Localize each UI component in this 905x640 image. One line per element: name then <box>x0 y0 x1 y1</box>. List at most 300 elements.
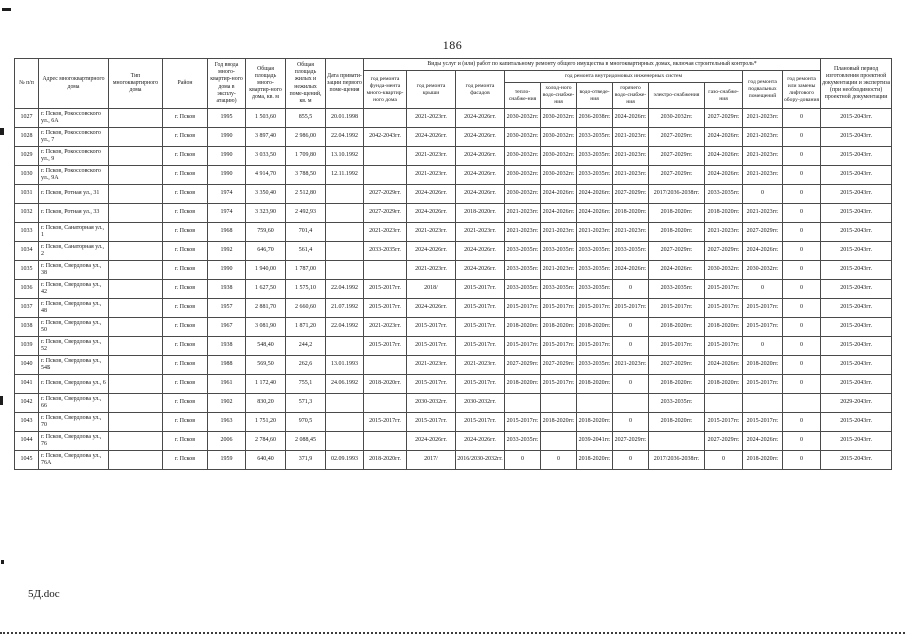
col-header-basement: год ремонта подвальных помещений <box>743 71 783 109</box>
table-cell: 2015-2017гг. <box>649 299 705 318</box>
table-cell: 2027-2029гг. <box>649 128 705 147</box>
table-cell: 2018-2020гг. <box>505 318 541 337</box>
table-cell: 2018-2020гг. <box>649 318 705 337</box>
table-cell: 3 081,90 <box>246 318 286 337</box>
table-cell: 3 323,90 <box>246 204 286 223</box>
col-header-sewerage: водо-отведе-ния <box>577 83 613 109</box>
table-cell: 2024-2026гг. <box>456 185 505 204</box>
table-cell: 2024-2026гг. <box>541 185 577 204</box>
table-cell <box>109 166 163 185</box>
table-cell: 2021-2023гг. <box>456 223 505 242</box>
table-cell: 2021-2023гг. <box>743 128 783 147</box>
table-cell: 2018-2020гг. <box>364 451 407 470</box>
table-cell: 2015-2017гг. <box>456 318 505 337</box>
table-cell: г. Псков <box>163 261 208 280</box>
table-cell: 2 881,70 <box>246 299 286 318</box>
table-cell: 0 <box>783 318 821 337</box>
table-cell: 2033-2035гг. <box>364 242 407 261</box>
table-cell: 2027-2029гг. <box>364 185 407 204</box>
table-cell: 1967 <box>208 318 246 337</box>
table-cell: 571,3 <box>286 394 326 413</box>
table-cell: 2015-2043гг. <box>821 128 892 147</box>
table-cell: 1 940,00 <box>246 261 286 280</box>
table-cell: 2030-2032гг. <box>541 147 577 166</box>
table-cell: г. Псков <box>163 223 208 242</box>
table-cell: 2015-2043гг. <box>821 299 892 318</box>
table-body <box>15 109 892 470</box>
table-cell: 2027-2029гг. <box>649 147 705 166</box>
table-cell: 2015-2043гг. <box>821 261 892 280</box>
table-cell: 0 <box>705 451 743 470</box>
table-cell: 1030 <box>15 166 39 185</box>
table-cell: 0 <box>783 166 821 185</box>
table-cell: г. Псков, Свердлова ул., 54Б <box>39 356 109 375</box>
table-cell: 2015-2017гг. <box>364 280 407 299</box>
table-cell: 2021-2023гг. <box>407 166 456 185</box>
table-cell: г. Псков <box>163 166 208 185</box>
table-row <box>15 204 892 223</box>
table-cell <box>109 356 163 375</box>
table-cell: 2033-2035гг. <box>705 185 743 204</box>
table-cell: г. Псков, Санаторная ул., 2 <box>39 242 109 261</box>
table-cell: 2021-2023гг. <box>743 166 783 185</box>
table-cell: 1027 <box>15 109 39 128</box>
table-cell: 2042-2043гг. <box>364 128 407 147</box>
table-cell: г. Псков <box>163 356 208 375</box>
table-cell: 2027-2029гг. <box>649 166 705 185</box>
table-cell: 1 172,40 <box>246 375 286 394</box>
table-cell: 2015-2017гг. <box>705 299 743 318</box>
table-cell: 2030-2032гг. <box>505 128 541 147</box>
table-cell: 2021-2023гг. <box>505 223 541 242</box>
table-cell: г. Псков, Рокоссовского ул., 9А <box>39 166 109 185</box>
table-cell: 1041 <box>15 375 39 394</box>
table-cell: 1974 <box>208 185 246 204</box>
table-cell: 0 <box>783 128 821 147</box>
col-header-year-commissioned: Год ввода много-квартир-ного дома в эксплу-атацию) <box>208 59 246 109</box>
table-cell: 1029 <box>15 147 39 166</box>
table-cell: 2030-2032гг. <box>505 109 541 128</box>
table-cell: 2015-2043гг. <box>821 185 892 204</box>
table-cell: 2018-2020гг. <box>649 204 705 223</box>
table-cell: 2036-2038гг. <box>577 109 613 128</box>
table-cell: 2015-2017гг. <box>705 280 743 299</box>
table-cell: 0 <box>783 337 821 356</box>
table-cell: 2021-2023гг. <box>407 147 456 166</box>
table-row <box>15 147 892 166</box>
table-cell: 1043 <box>15 413 39 432</box>
table-cell: 0 <box>783 299 821 318</box>
table-cell: 2 986,00 <box>286 128 326 147</box>
table-cell: 0 <box>783 147 821 166</box>
table-row <box>15 375 892 394</box>
table-cell: г. Псков <box>163 242 208 261</box>
col-header-privatization-date: Дата привати-зации первого поме-щения <box>326 59 364 109</box>
table-cell: 2021-2023гг. <box>541 261 577 280</box>
table-cell: г. Псков, Свердлова ул., 38 <box>39 261 109 280</box>
table-cell: 2033-2035гг. <box>577 280 613 299</box>
table-cell: 2021-2023гг. <box>407 261 456 280</box>
table-cell: 2024-2026гг. <box>456 166 505 185</box>
table-header <box>15 59 892 109</box>
table-cell: 2015-2017гг. <box>743 413 783 432</box>
table-cell: 2027-2029гг. <box>364 204 407 223</box>
table-cell: 1902 <box>208 394 246 413</box>
table-cell: 2018/ <box>407 280 456 299</box>
table-cell: 2018-2020гг. <box>577 318 613 337</box>
scan-artifact <box>2 8 11 11</box>
table-cell: 2030-2032гг. <box>541 166 577 185</box>
table-cell: 1 627,50 <box>246 280 286 299</box>
table-cell: 2018-2020гг. <box>577 375 613 394</box>
table-cell: 22.04.1992 <box>326 318 364 337</box>
table-cell: г. Псков <box>163 432 208 451</box>
table-cell: 1028 <box>15 128 39 147</box>
table-cell: 2021-2023гг. <box>743 204 783 223</box>
table-cell <box>326 223 364 242</box>
table-cell: 1992 <box>208 242 246 261</box>
table-cell: 2033-2035гг. <box>613 242 649 261</box>
table-cell: 1040 <box>15 356 39 375</box>
table-cell <box>109 109 163 128</box>
table-cell: г. Псков <box>163 375 208 394</box>
table-cell <box>109 432 163 451</box>
table-cell: 2021-2023гг. <box>705 223 743 242</box>
table-cell: 2024-2026гг. <box>456 432 505 451</box>
table-cell: 2018-2020гг. <box>649 375 705 394</box>
table-cell: 830,20 <box>246 394 286 413</box>
table-cell: 2027-2029гг. <box>705 242 743 261</box>
table-cell: 2027-2029гг. <box>613 432 649 451</box>
table-cell: 2030-2032гг. <box>505 185 541 204</box>
table-cell: 2018-2020гг. <box>705 318 743 337</box>
table-cell: 2018-2020гг. <box>705 375 743 394</box>
col-header-cold-water: холод-ного водо-снабже-ния <box>541 83 577 109</box>
table-cell <box>326 432 364 451</box>
table-cell: 2015-2043гг. <box>821 204 892 223</box>
table-cell: 1974 <box>208 204 246 223</box>
table-cell <box>326 337 364 356</box>
table-cell: 1032 <box>15 204 39 223</box>
table-cell: г. Псков <box>163 318 208 337</box>
table-cell: г. Псков <box>163 185 208 204</box>
table-cell: 2015-2017гг. <box>649 337 705 356</box>
table-cell: 2033-2035гг. <box>577 242 613 261</box>
table-cell: 244,2 <box>286 337 326 356</box>
table-cell: 0 <box>783 375 821 394</box>
table-cell: 2027-2029гг. <box>743 223 783 242</box>
table-cell: 1038 <box>15 318 39 337</box>
col-group-systems: год ремонта внутридомовых инженерных систем <box>505 71 743 83</box>
table-cell: 0 <box>783 280 821 299</box>
table-cell: 2015-2017гг. <box>407 337 456 356</box>
col-header-address: Адрес многоквартирного дома <box>39 59 109 109</box>
table-cell: 2021-2023гг. <box>407 109 456 128</box>
table-cell: 855,5 <box>286 109 326 128</box>
table-row <box>15 451 892 470</box>
table-cell: 2015-2017гг. <box>541 337 577 356</box>
table-cell <box>577 394 613 413</box>
table-cell: 13.10.1992 <box>326 147 364 166</box>
table-cell: г. Псков <box>163 451 208 470</box>
table-cell: 2024-2026гг. <box>649 261 705 280</box>
col-header-living-area: Общая площадь жилых и нежилых поме-щений, кв. м <box>286 59 326 109</box>
table-cell: 2015-2017гг. <box>456 375 505 394</box>
table-cell: 1 751,20 <box>246 413 286 432</box>
table-cell: 2024-2026гг. <box>613 109 649 128</box>
table-cell: г. Псков <box>163 280 208 299</box>
table-cell: 2033-2035гг. <box>577 356 613 375</box>
table-cell: 0 <box>783 223 821 242</box>
table-cell <box>109 261 163 280</box>
col-header-foundation: год ремонта фунда-мента много-квартир-ного дома <box>364 71 407 109</box>
table-cell: 2015-2017гг. <box>743 299 783 318</box>
table-cell: 1 575,10 <box>286 280 326 299</box>
table-cell: 2033-2035гг. <box>577 166 613 185</box>
table-cell: 1031 <box>15 185 39 204</box>
table-cell: 2030-2032гг. <box>541 109 577 128</box>
table-cell: 970,5 <box>286 413 326 432</box>
table-cell: 20.01.1998 <box>326 109 364 128</box>
table-cell <box>326 242 364 261</box>
table-cell <box>109 185 163 204</box>
table-cell <box>705 394 743 413</box>
table-cell: 2015-2017гг. <box>407 375 456 394</box>
table-cell: 1036 <box>15 280 39 299</box>
col-header-type: Тип многоквартирного дома <box>109 59 163 109</box>
table-cell: 1961 <box>208 375 246 394</box>
table-cell: 1968 <box>208 223 246 242</box>
table-cell: 0 <box>613 280 649 299</box>
table-cell: 0 <box>783 185 821 204</box>
table-row <box>15 356 892 375</box>
table-cell: 2033-2035гг. <box>649 280 705 299</box>
table-cell: 0 <box>783 261 821 280</box>
table-cell: 3 897,40 <box>246 128 286 147</box>
table-cell: 1045 <box>15 451 39 470</box>
table-cell: 2015-2017гг. <box>705 337 743 356</box>
table-cell: 22.04.1992 <box>326 280 364 299</box>
table-cell: 2017/2036-2038гг. <box>649 451 705 470</box>
table-cell: 2027-2029гг. <box>541 356 577 375</box>
table-cell: 2018-2020гг. <box>364 375 407 394</box>
table-cell <box>109 242 163 261</box>
table-cell: 2015-2017гг. <box>456 280 505 299</box>
table-cell: г. Псков, Свердлова ул., 52 <box>39 337 109 356</box>
table-cell: 2033-2035гг. <box>505 242 541 261</box>
table-cell: 755,1 <box>286 375 326 394</box>
table-cell: 2027-2029гг. <box>705 109 743 128</box>
table-cell: 262,6 <box>286 356 326 375</box>
table-cell: 2015-2017гг. <box>541 375 577 394</box>
table-cell: 1 503,60 <box>246 109 286 128</box>
table-cell: 2030-2032гг. <box>505 147 541 166</box>
col-header-gas: газо-снабже-ния <box>705 83 743 109</box>
table-cell: 2024-2026гг. <box>613 261 649 280</box>
table-cell: 2015-2043гг. <box>821 280 892 299</box>
col-header-electricity: электро-снабжения <box>649 83 705 109</box>
table-cell <box>364 147 407 166</box>
table-cell: 0 <box>613 337 649 356</box>
table-cell: 2 512,80 <box>286 185 326 204</box>
table-cell: 2015-2043гг. <box>821 432 892 451</box>
table-cell <box>505 394 541 413</box>
table-cell: г. Псков <box>163 147 208 166</box>
table-cell: 2015-2043гг. <box>821 451 892 470</box>
table-cell: 1 787,00 <box>286 261 326 280</box>
table-cell: 0 <box>783 356 821 375</box>
table-cell: 2024-2026гг. <box>577 204 613 223</box>
table-cell: 2015-2043гг. <box>821 109 892 128</box>
table-cell: 0 <box>783 109 821 128</box>
table-cell: 1963 <box>208 413 246 432</box>
table-cell: 2015-2017гг. <box>364 337 407 356</box>
table-cell <box>109 223 163 242</box>
table-cell: 1042 <box>15 394 39 413</box>
table-cell: 1037 <box>15 299 39 318</box>
table-cell: 2015-2043гг. <box>821 242 892 261</box>
table-cell: 2015-2017гг. <box>456 337 505 356</box>
table-cell <box>109 318 163 337</box>
table-cell: 646,70 <box>246 242 286 261</box>
table-cell: г. Псков, Ротная ул., 33 <box>39 204 109 223</box>
table-cell: 2021-2023гг. <box>407 356 456 375</box>
table-cell: 0 <box>783 413 821 432</box>
table-cell <box>109 375 163 394</box>
table-cell: 2024-2026гг. <box>456 109 505 128</box>
table-cell: г. Псков, Свердлова ул., 6 <box>39 375 109 394</box>
table-cell: 2024-2026гг. <box>705 356 743 375</box>
table-cell: 2030-2032гг. <box>541 128 577 147</box>
col-group-services: Виды услуг и (или) работ по капитальному ремонту общего имущества в многоквартирных домах, включая строительный контроль* <box>364 59 821 71</box>
table-cell <box>364 166 407 185</box>
table-cell: 2018-2020гг. <box>577 451 613 470</box>
table-cell: 2 660,60 <box>286 299 326 318</box>
table-cell: 1 709,80 <box>286 147 326 166</box>
table-cell: г. Псков, Свердлова ул., 70 <box>39 413 109 432</box>
table-cell: 2027-2029гг. <box>705 432 743 451</box>
table-cell: 12.11.1992 <box>326 166 364 185</box>
table-cell: 2021-2023гг. <box>743 109 783 128</box>
repair-program-table <box>14 58 892 470</box>
table-row <box>15 109 892 128</box>
scan-artifact <box>1 560 4 564</box>
table-cell: 3 033,50 <box>246 147 286 166</box>
repair-program-table-wrap <box>14 58 892 470</box>
table-cell: 2029-2043гг. <box>821 394 892 413</box>
table-cell: 2030-2032гг. <box>456 394 505 413</box>
table-cell: 21.07.1992 <box>326 299 364 318</box>
table-cell <box>364 261 407 280</box>
table-cell: 22.04.1992 <box>326 128 364 147</box>
table-cell: 1039 <box>15 337 39 356</box>
table-cell: 1995 <box>208 109 246 128</box>
table-cell: 1044 <box>15 432 39 451</box>
table-cell: 2024-2026гг. <box>456 242 505 261</box>
table-cell: 2018-2020гг. <box>456 204 505 223</box>
table-cell <box>541 394 577 413</box>
table-cell: 2033-2035гг. <box>541 242 577 261</box>
table-cell: 02.09.1993 <box>326 451 364 470</box>
table-row <box>15 166 892 185</box>
table-cell: 759,60 <box>246 223 286 242</box>
table-cell: 2006 <box>208 432 246 451</box>
table-cell: 2024-2026гг. <box>456 128 505 147</box>
table-cell: 2024-2026гг. <box>541 204 577 223</box>
table-cell: 2015-2017гг. <box>705 413 743 432</box>
table-cell: 2030-2032гг. <box>505 166 541 185</box>
table-cell <box>649 432 705 451</box>
table-cell: 1957 <box>208 299 246 318</box>
table-cell: 2 088,45 <box>286 432 326 451</box>
col-header-elevator: год ремонта или замены лифтового обору-дования <box>783 71 821 109</box>
table-cell: 4 914,70 <box>246 166 286 185</box>
table-cell: 2 492,93 <box>286 204 326 223</box>
table-cell: 2030-2032гг. <box>649 109 705 128</box>
table-cell: 2027-2029гг. <box>613 185 649 204</box>
table-cell: 1034 <box>15 242 39 261</box>
footer-filename: 5Д.doc <box>28 588 60 600</box>
table-row <box>15 432 892 451</box>
table-cell: 0 <box>613 318 649 337</box>
table-cell: 371,9 <box>286 451 326 470</box>
table-cell: г. Псков, Санаторная ул., 1 <box>39 223 109 242</box>
table-cell: 2024-2026гг. <box>456 261 505 280</box>
scan-artifact <box>0 128 4 135</box>
table-cell: 2024-2026гг. <box>407 242 456 261</box>
table-cell: 2018-2020гг. <box>743 451 783 470</box>
table-cell: г. Псков <box>163 337 208 356</box>
table-cell: 1990 <box>208 128 246 147</box>
table-cell: 2024-2026гг. <box>705 166 743 185</box>
table-cell: 2017/2036-2038гг. <box>649 185 705 204</box>
table-cell: г. Псков, Рокоссовского ул., 9 <box>39 147 109 166</box>
table-cell <box>364 394 407 413</box>
table-cell: 2030-2032гг. <box>705 261 743 280</box>
table-cell: 24.06.1992 <box>326 375 364 394</box>
table-cell: 2015-2017гг. <box>613 299 649 318</box>
table-cell: 2016/2030-2032гг. <box>456 451 505 470</box>
table-cell <box>364 109 407 128</box>
table-cell: 2015-2017гг. <box>364 299 407 318</box>
table-cell: 2033-2035гг. <box>649 394 705 413</box>
table-cell: г. Псков, Свердлова ул., 66 <box>39 394 109 413</box>
table-cell: 2021-2023гг. <box>743 147 783 166</box>
table-cell: 2017/ <box>407 451 456 470</box>
table-cell: 548,40 <box>246 337 286 356</box>
col-header-district: Район <box>163 59 208 109</box>
table-cell: 2018-2020гг. <box>577 413 613 432</box>
table-cell <box>109 204 163 223</box>
table-cell <box>326 394 364 413</box>
table-cell: 2021-2023гг. <box>407 223 456 242</box>
table-cell: 2021-2023гг. <box>541 223 577 242</box>
table-cell: 2018-2020гг. <box>743 356 783 375</box>
table-cell: 2024-2026гг. <box>407 432 456 451</box>
table-cell: 2015-2017гг. <box>505 299 541 318</box>
table-cell: 2021-2023гг. <box>613 147 649 166</box>
table-cell: 2015-2017гг. <box>743 375 783 394</box>
table-cell: 2018-2020гг. <box>649 413 705 432</box>
table-row <box>15 394 892 413</box>
table-row <box>15 318 892 337</box>
table-cell: 2015-2043гг. <box>821 356 892 375</box>
table-cell <box>109 413 163 432</box>
table-cell: 2024-2026гг. <box>407 204 456 223</box>
table-cell: г. Псков, Свердлова ул., 50 <box>39 318 109 337</box>
table-cell: 0 <box>743 185 783 204</box>
table-row <box>15 261 892 280</box>
